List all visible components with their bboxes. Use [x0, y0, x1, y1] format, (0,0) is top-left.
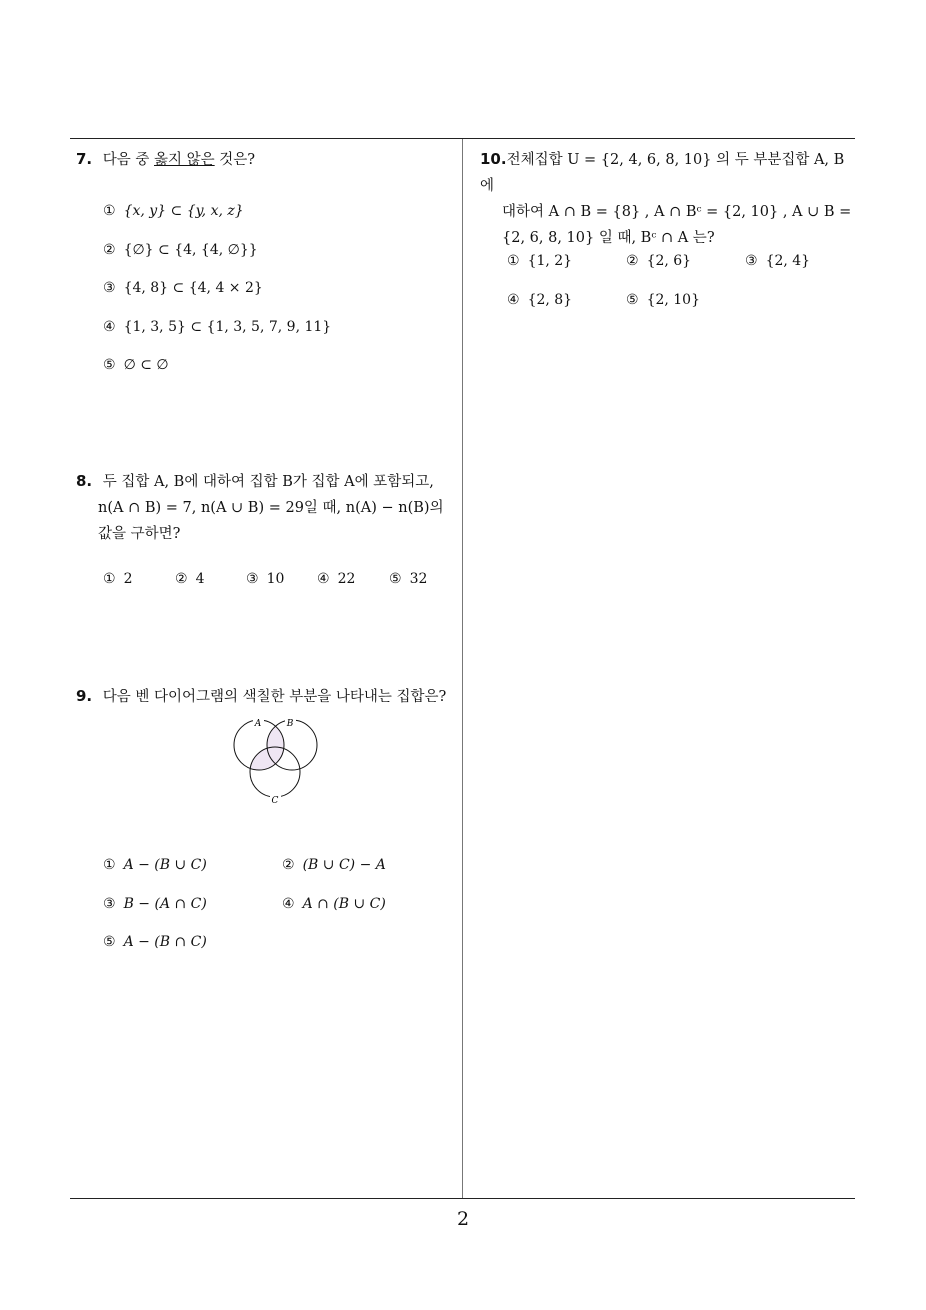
option-4[interactable]: [103, 319, 331, 335]
option-marker: ②: [626, 253, 639, 269]
question-stem-line-3: 값을 구하면?: [98, 526, 181, 542]
option-1[interactable]: [103, 571, 132, 587]
option-4[interactable]: [507, 292, 572, 308]
bottom-rule: [70, 1198, 855, 1199]
option-text: {2, 6}: [646, 253, 692, 269]
option-text: {∅} ⊂ {4, {4, ∅}}: [123, 242, 258, 258]
option-marker: ③: [745, 253, 758, 269]
option-marker: ①: [103, 203, 116, 219]
question-number: 10.: [480, 150, 507, 168]
option-marker: ⑤: [389, 571, 402, 587]
question-stem: 다음 중 옳지 않은 것은?: [102, 152, 256, 168]
column-divider: [462, 139, 463, 1199]
venn-diagram: [228, 714, 328, 806]
option-marker: ②: [103, 242, 116, 258]
option-marker: ⑤: [103, 934, 116, 950]
option-marker: ③: [246, 571, 259, 587]
page-number: 2: [456, 1208, 470, 1230]
option-1[interactable]: [507, 253, 572, 269]
option-marker: ①: [507, 253, 520, 269]
option-marker: ④: [317, 571, 330, 587]
option-marker: ⑤: [626, 292, 639, 308]
option-1[interactable]: [103, 857, 207, 873]
option-marker: ④: [282, 896, 295, 912]
venn-label-a: A: [254, 719, 262, 729]
question-stem-line-1: 두 집합 A, B에 대하여 집합 B가 집합 A에 포함되고,: [102, 474, 434, 490]
option-marker: ③: [103, 280, 116, 296]
shaded-region: [250, 720, 317, 797]
option-text: {1, 3, 5} ⊂ {1, 3, 5, 7, 9, 11}: [123, 319, 332, 335]
option-text: {x, y} ⊂ {y, x, z}: [123, 203, 244, 219]
venn-label-c: C: [271, 796, 279, 806]
option-marker: ③: [103, 896, 116, 912]
option-5[interactable]: [103, 357, 169, 373]
underlined-phrase: 옳지 않은: [154, 152, 215, 168]
option-text: {2, 4}: [765, 253, 811, 269]
question-stem: 다음 벤 다이어그램의 색칠한 부분을 나타내는 집합은?: [102, 689, 447, 705]
option-2[interactable]: [103, 242, 258, 258]
option-text: ∅ ⊂ ∅: [123, 357, 169, 373]
option-text: {2, 10}: [646, 292, 700, 308]
option-text: A ∩ (B ∪ C): [302, 896, 386, 912]
option-text: 10: [266, 571, 285, 587]
question-8: [76, 468, 460, 547]
option-2[interactable]: [175, 571, 204, 587]
option-text: 32: [409, 571, 428, 587]
option-text: 22: [337, 571, 356, 587]
option-5[interactable]: [389, 571, 427, 587]
option-4[interactable]: [317, 571, 355, 587]
option-3[interactable]: [246, 571, 284, 587]
question-stem-line-3: {2, 6, 8, 10} 일 때, Bᶜ ∩ A 는?: [502, 230, 715, 246]
option-3[interactable]: [745, 253, 810, 269]
question-number: 9.: [76, 687, 93, 705]
question-stem-line-2: 대하여 A ∩ B = {8} , A ∩ Bᶜ = {2, 10} , A ∪ B =: [502, 204, 852, 220]
question-7: [76, 146, 255, 173]
option-text: {4, 8} ⊂ {4, 4 × 2}: [123, 280, 263, 296]
option-3[interactable]: [103, 896, 207, 912]
option-3[interactable]: [103, 280, 263, 296]
question-9: [76, 683, 446, 710]
question-stem-line-2: n(A ∩ B) = 7, n(A ∪ B) = 29일 때, n(A) − n(B)의: [98, 500, 444, 516]
option-4[interactable]: [282, 896, 386, 912]
option-text: {1, 2}: [527, 253, 573, 269]
option-2[interactable]: [282, 857, 386, 873]
option-marker: ④: [103, 319, 116, 335]
option-5[interactable]: [626, 292, 700, 308]
option-marker: ④: [507, 292, 520, 308]
option-marker: ②: [175, 571, 188, 587]
option-text: {2, 8}: [527, 292, 573, 308]
option-text: A − (B ∪ C): [123, 857, 207, 873]
question-number: 8.: [76, 472, 93, 490]
option-text: B − (A ∩ C): [123, 896, 207, 912]
venn-label-b: B: [286, 719, 294, 729]
option-marker: ①: [103, 857, 116, 873]
option-marker: ①: [103, 571, 116, 587]
option-marker: ②: [282, 857, 295, 873]
option-2[interactable]: [626, 253, 691, 269]
option-1[interactable]: [103, 203, 244, 219]
option-marker: ⑤: [103, 357, 116, 373]
option-text: 2: [123, 571, 133, 587]
question-10: [480, 146, 856, 251]
option-5[interactable]: [103, 934, 207, 950]
option-text: 4: [195, 571, 205, 587]
option-text: (B ∪ C) − A: [302, 857, 386, 873]
question-stem-line-1: 전체집합 U = {2, 4, 6, 8, 10} 의 두 부분집합 A, B 에: [480, 152, 845, 194]
option-text: A − (B ∩ C): [123, 934, 207, 950]
question-number: 7.: [76, 150, 93, 168]
